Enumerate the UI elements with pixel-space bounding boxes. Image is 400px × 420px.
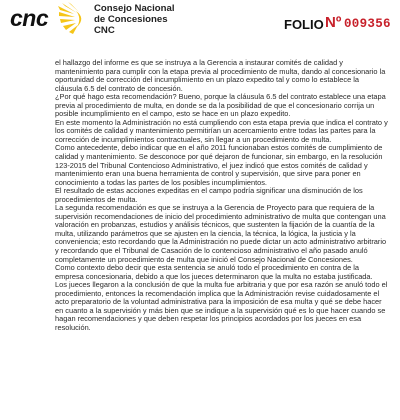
org-name-line-3: CNC [94, 25, 115, 36]
org-name-line-1: Consejo Nacional [94, 3, 175, 14]
paragraph-8: Los jueces llegaron a la conclusión de que la multa fue arbitraria y que por esa razón se anuló todo el procedimiento, entonces la recomendación implica que la Administración revise cuidadosamente el acto preparatorio de la voluntad administrativa para la imposición de esa multa y qué se debe hacer en cuanto a la supervisión y más bien que se indique a la supervisión qué es lo que hacer cuando se hagan recomendaciones y que deben respetar los principios acordados por los jueces en esa resolución. [55, 280, 388, 332]
folio-number-sign: Nº [325, 14, 342, 31]
paragraph-5: El resultado de estas acciones expeditas en el campo podría significar una disminución de los procedimientos de multa. [55, 186, 363, 204]
org-name-line-2: de Concesiones [94, 14, 168, 25]
paragraph-2: ¿Por qué hago esta recomendación? Bueno, porque la cláusula 6.5 del contrato establece una etapa previa al procedimiento de multa, en donde se da la posibilidad de que el concesionario corrija un posible incumplimiento en el campo, esto se hace en un plazo expedito. [55, 92, 386, 119]
folio-label: FOLIO [284, 17, 324, 32]
letterhead [0, 0, 400, 52]
folio-number: 009356 [344, 17, 391, 31]
paragraph-6: La segunda recomendación es que se instruya a la Gerencia de Proyecto para que requiera de la supervisión recomendaciones de inicio del procedimiento administrativo de multa que contengan una valoración en probanzas, estudios y análisis técnicos, que sustenten la fijación de la cuantía de la multa, utilizando parámetros que se ajusten en la ciencia, la técnica, la lógica, la justicia y la conveniencia; esto recordando que la Administración no puede dictar un acto administrativo arbitrario y recordando que el Tribunal de Casación de lo contencioso administrativo el año pasado anuló completamente un procedimiento de multa que inició el Consejo Nacional de Concesiones. [55, 203, 387, 264]
paragraph-7: Como contexto debo decir que esta sentencia se anuló todo el procedimiento en contra de la empresa concesionaria, debido a que los jueces determinaron que la multa no estaba justificada. [55, 263, 373, 281]
organization-name [94, 3, 175, 36]
paragraph-4: Como antecedente, debo indicar que en el año 2011 funcionaban estos comités de cumplimiento de calidad y mantenimiento. Se desconoce por qué dejaron de funcionar, sin embargo, en la resolución 123-2015 del Tribunal Contencioso Administrativo, el juez indicó que estos comités de calidad y mantenimiento eran una buena herramienta de control y supervisión, que sirve para poner en conocimiento a todas las partes de los posibles incumplimientos. [55, 143, 383, 187]
paragraph-3: En este momento la Administración no está cumpliendo con esta etapa previa que indica el contrato y los comités de calidad y mantenimiento permitirían un acercamiento entre todas las partes para la corrección de incumplimientos contractuales, sin llegar a un procedimiento de multa. [55, 117, 388, 144]
paragraph-1: el hallazgo del informe es que se instruya a la Gerencia a instaurar comités de calidad y mantenimiento para cumplir con la etapa previa al procedimiento de multa, dando al concesionario la oportunidad de corrección del incumplimiento en un plazo expedito tal y como lo establece la cláusula 6.5 del contrato de concesión. [55, 58, 386, 93]
cnc-logo-text: cnc [10, 5, 49, 31]
document-body [55, 59, 388, 333]
cnc-sun-logo-icon [56, 2, 90, 36]
